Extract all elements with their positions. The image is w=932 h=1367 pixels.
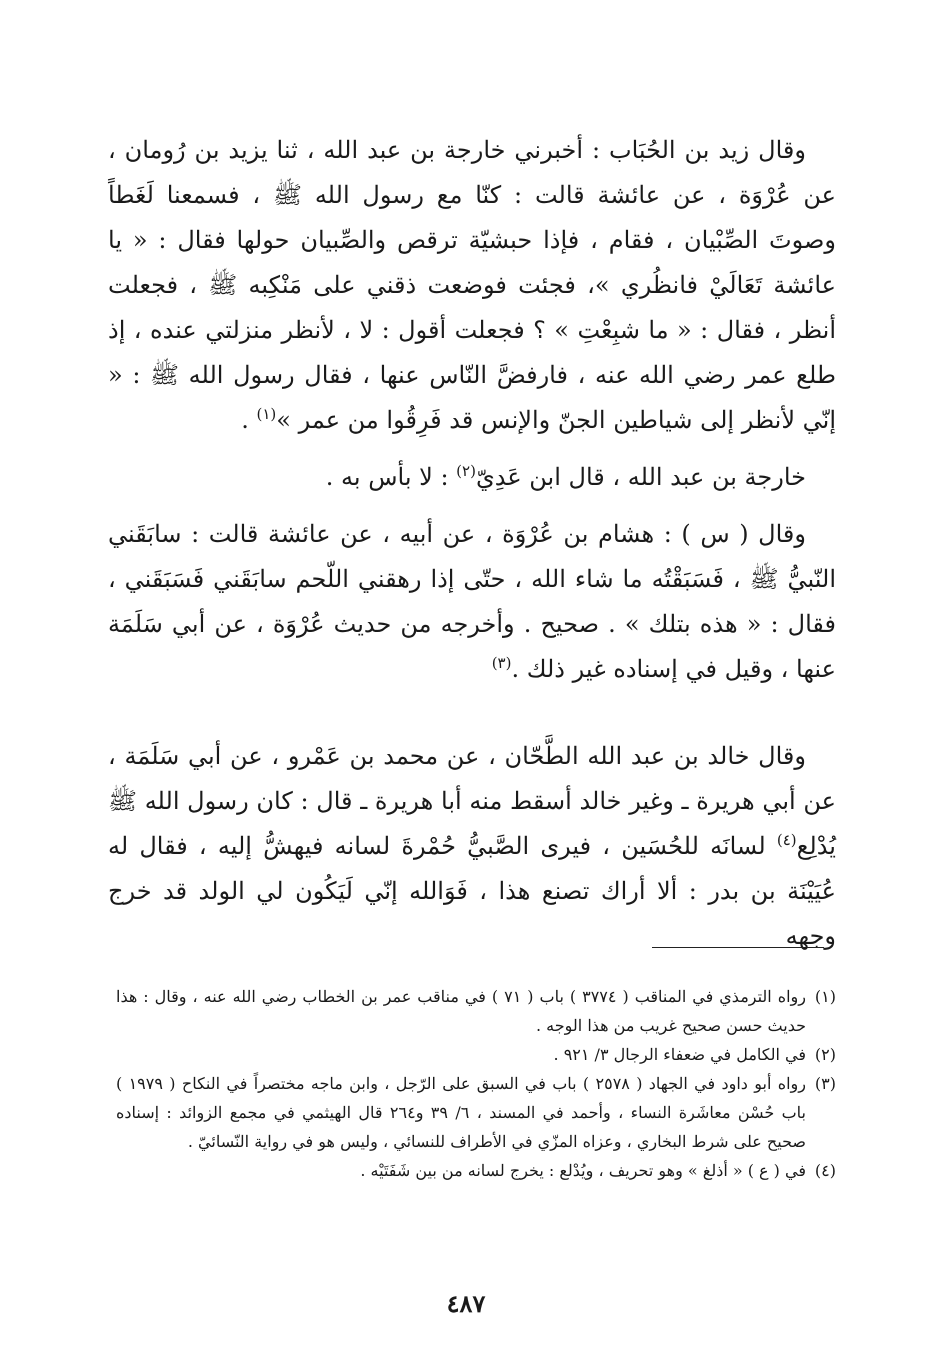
footnote-number: (٤) [814,1161,836,1180]
footnote-number: (١) [814,987,836,1006]
footnote-text: رواه الترمذي في المناقب ( ٣٧٧٤ ) باب ( ٧١ ) في مناقب عمر بن الخطاب رضي الله عنه ، وقال : هذا حديث حسن صحيح غريب من هذا الوجه . [116,987,807,1035]
footnote-2 [116,1040,836,1069]
footnote-3 [116,1069,836,1156]
paragraph-text: وقال زيد بن الحُبَاب : أخبرني خارجة بن عبد الله ، ثنا يزيد بن رُومان ، عن عُرْوَة ، عن عائشة قالت : كنّا مع رسول الله ﷺ ، فسمعنا لَغَطاً وصوتَ الصِّبْيان ، فقام ، فإذا حبشيّة ترقص والصِّبيان حولها فقال : « يا عائشة تَعَالَيْ فانظُري »، فجئت فوضعت ذقني على مَنْكِبه ﷺ ، فجعلت أنظر ، فقال : « ما شبِعْتِ » ؟ فجعلت أقول : لا ، لأنظر منزلتي عنده ، إذ طلع عمر رضي الله عنه ، فارفضَّ النّاس عنها ، فقال رسول الله ﷺ : « إنّي لأنظر إلى شياطين الجنّ والإنس قد فَرِقُوا من عمر » [108,136,836,434]
paragraph-zayd [108,128,836,443]
main-text [108,128,836,959]
paragraph-khalid [108,734,836,959]
paragraph-text: وقال خالد بن عبد الله الطَّحّان ، عن محمد بن عَمْرو ، عن أبي سَلَمَة ، عن أبي هريرة ـ وغير خالد أسقط منه أبا هريرة ـ قال : كان رسول الله ﷺ يُدْلِع [108,742,836,860]
paragraph-hisham [108,512,836,692]
footnote-ref-1[interactable]: (١) [256,405,277,423]
paragraph-end: : لا بأس به . [325,463,457,491]
footnote-divider [652,947,824,948]
footnotes [116,982,836,1185]
paragraph-end: لسانَه للحُسَين ، فيرى الصَّبيُّ حُمْرةَ لسانه فيهشُّ إليه ، فقال له عُيَيْنَة بن بدر : ألا أراك تصنع هذا ، فَوَالله إنّي لَيَكُون لي الولد قد خرج وجهه [108,832,836,950]
footnote-number: (٢) [814,1045,836,1064]
paragraph-end: . [241,406,257,434]
paragraph-text: خارجة بن عبد الله ، قال ابن عَدِيّ [475,463,806,491]
footnote-text: في ( ع ) « أذلغ » وهو تحريف ، ويُدْلع : يخرج لسانه من بين شَفَتَيْه . [360,1161,806,1180]
footnote-ref-4[interactable]: (٤) [776,831,797,849]
footnote-number: (٣) [814,1074,836,1093]
footnote-4 [116,1156,836,1185]
page-number: ٤٨٧ [446,1289,486,1318]
footnote-ref-2[interactable]: (٢) [456,462,476,480]
footnote-ref-3[interactable]: (٣) [491,654,512,672]
footnote-1 [116,982,836,1040]
paragraph-kharija [108,455,836,500]
paragraph-text: وقال ( س ) : هشام بن عُرْوَة ، عن أبيه ، عن عائشة قالت : سابَقَني النّبيُّ ﷺ ، فَسَبَقْتُه ما شاء الله ، حتّى إذا رهقني اللّحم سابَقَني فَسَبَقَني ، فقال : « هذه بتلك » . صحيح . وأخرجه من حديث عُرْوَة ، عن أبي سَلَمَة عنها ، وقيل في إسناده غير ذلك . [108,520,836,683]
footnote-text: رواه أبو داود في الجهاد ( ٢٥٧٨ ) باب في السبق على الرّجل ، وابن ماجه مختصراً في النكاح ( ١٩٧٩ ) باب حُسْن معاشَرة النساء ، وأحمد في المسند ، ٦/ ٣٩ و٢٦٤ قال الهيثمي في مجمع الزوائد : إسناده صحيح على شرط البخاري ، وعزاه المزّي في الأطراف للنسائي ، وليس هو في رواية النّسائيّ . [116,1074,807,1151]
footnote-text: في الكامل في ضعفاء الرجال ٣/ ٩٢١ . [553,1045,806,1064]
